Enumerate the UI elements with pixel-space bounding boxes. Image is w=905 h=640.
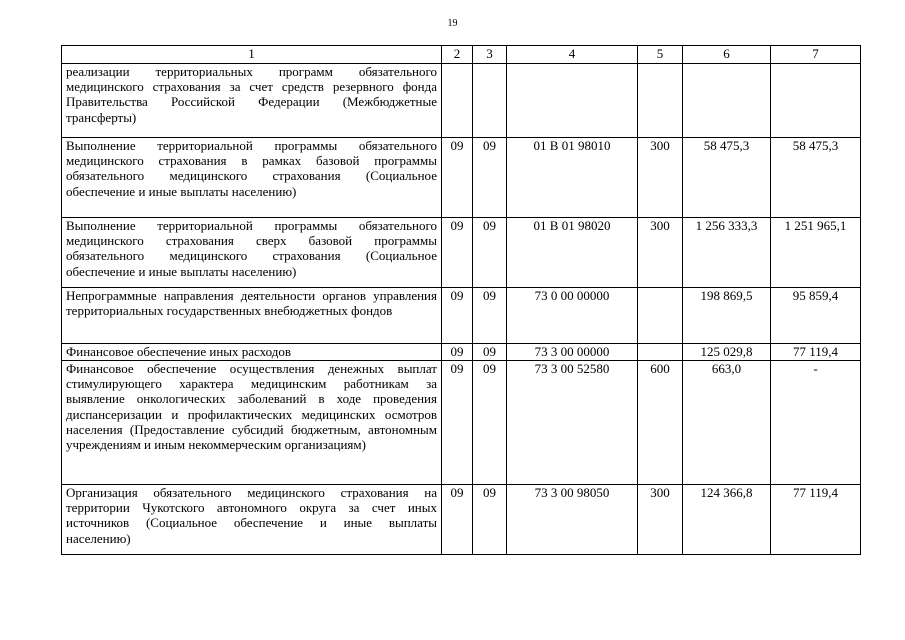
row-amount-col6: 198 869,5: [683, 288, 771, 344]
row-amount-col7: 95 859,4: [771, 288, 861, 344]
row-description: Финансовое обеспечение иных расходов: [62, 344, 442, 361]
row-description: Организация обязательного медицинского страхования на территории Чукотского автономного округа за счет иных источников (Социальное обеспечение и иные выплаты населению): [62, 485, 442, 555]
header-col-7: 7: [771, 46, 861, 64]
row-expense-type: [638, 288, 683, 344]
row-target-article: 73 3 00 52580: [507, 361, 638, 485]
row-amount-col6: 124 366,8: [683, 485, 771, 555]
table-row: [62, 138, 861, 218]
row-section: 09: [442, 485, 473, 555]
row-subsection: 09: [473, 344, 507, 361]
row-subsection: 09: [473, 288, 507, 344]
page-number: 19: [447, 18, 458, 29]
row-section: 09: [442, 138, 473, 218]
row-subsection: [473, 64, 507, 138]
row-subsection: 09: [473, 361, 507, 485]
row-expense-type: [638, 344, 683, 361]
row-expense-type: 300: [638, 218, 683, 288]
row-amount-col6: 125 029,8: [683, 344, 771, 361]
row-target-article: 73 0 00 00000: [507, 288, 638, 344]
row-description: реализации территориальных программ обязательного медицинского страхования за счет средств резервного фонда Правительства Российской Федерации (Межбюджетные трансферты): [62, 64, 442, 138]
row-amount-col6: [683, 64, 771, 138]
table-row: [62, 218, 861, 288]
row-amount-col7: 58 475,3: [771, 138, 861, 218]
row-description: Выполнение территориальной программы обязательного медицинского страхования сверх базовой программы обязательного медицинского страхования (Социальное обеспечение и иные выплаты населению): [62, 218, 442, 288]
row-section: 09: [442, 288, 473, 344]
row-target-article: [507, 64, 638, 138]
row-target-article: 73 3 00 98050: [507, 485, 638, 555]
row-amount-col6: 663,0: [683, 361, 771, 485]
header-row: [62, 46, 861, 64]
row-section: 09: [442, 218, 473, 288]
table-row: [62, 361, 861, 485]
header-col-4: 4: [507, 46, 638, 64]
row-amount-col6: 58 475,3: [683, 138, 771, 218]
row-section: 09: [442, 361, 473, 485]
table-row: [62, 64, 861, 138]
row-expense-type: 600: [638, 361, 683, 485]
row-description: Выполнение территориальной программы обязательного медицинского страхования в рамках базовой программы обязательного медицинского страхования (Социальное обеспечение и иные выплаты населению): [62, 138, 442, 218]
row-amount-col6: 1 256 333,3: [683, 218, 771, 288]
budget-table: [61, 45, 861, 555]
row-section: [442, 64, 473, 138]
header-col-2: 2: [442, 46, 473, 64]
header-col-5: 5: [638, 46, 683, 64]
row-expense-type: [638, 64, 683, 138]
row-target-article: 01 В 01 98010: [507, 138, 638, 218]
table-row: [62, 485, 861, 555]
row-expense-type: 300: [638, 485, 683, 555]
row-amount-col7: 77 119,4: [771, 344, 861, 361]
row-expense-type: 300: [638, 138, 683, 218]
table-row: [62, 344, 861, 361]
row-amount-col7: 1 251 965,1: [771, 218, 861, 288]
row-section: 09: [442, 344, 473, 361]
header-col-3: 3: [473, 46, 507, 64]
row-target-article: 01 В 01 98020: [507, 218, 638, 288]
row-amount-col7: 77 119,4: [771, 485, 861, 555]
row-description: Финансовое обеспечение осуществления денежных выплат стимулирующего характера медицинским работникам за выявление онкологических заболеваний в ходе проведения диспансеризации и профилактических медицинских осмотров населения (Предоставление субсидий бюджетным, автономным учреждениям и иным некоммерческим организациям): [62, 361, 442, 485]
table-row: [62, 288, 861, 344]
row-subsection: 09: [473, 485, 507, 555]
row-description: Непрограммные направления деятельности органов управления территориальных государственных внебюджетных фондов: [62, 288, 442, 344]
row-target-article: 73 3 00 00000: [507, 344, 638, 361]
row-amount-col7: [771, 64, 861, 138]
header-col-6: 6: [683, 46, 771, 64]
row-subsection: 09: [473, 138, 507, 218]
row-subsection: 09: [473, 218, 507, 288]
header-col-1: 1: [62, 46, 442, 64]
row-amount-col7: -: [771, 361, 861, 485]
